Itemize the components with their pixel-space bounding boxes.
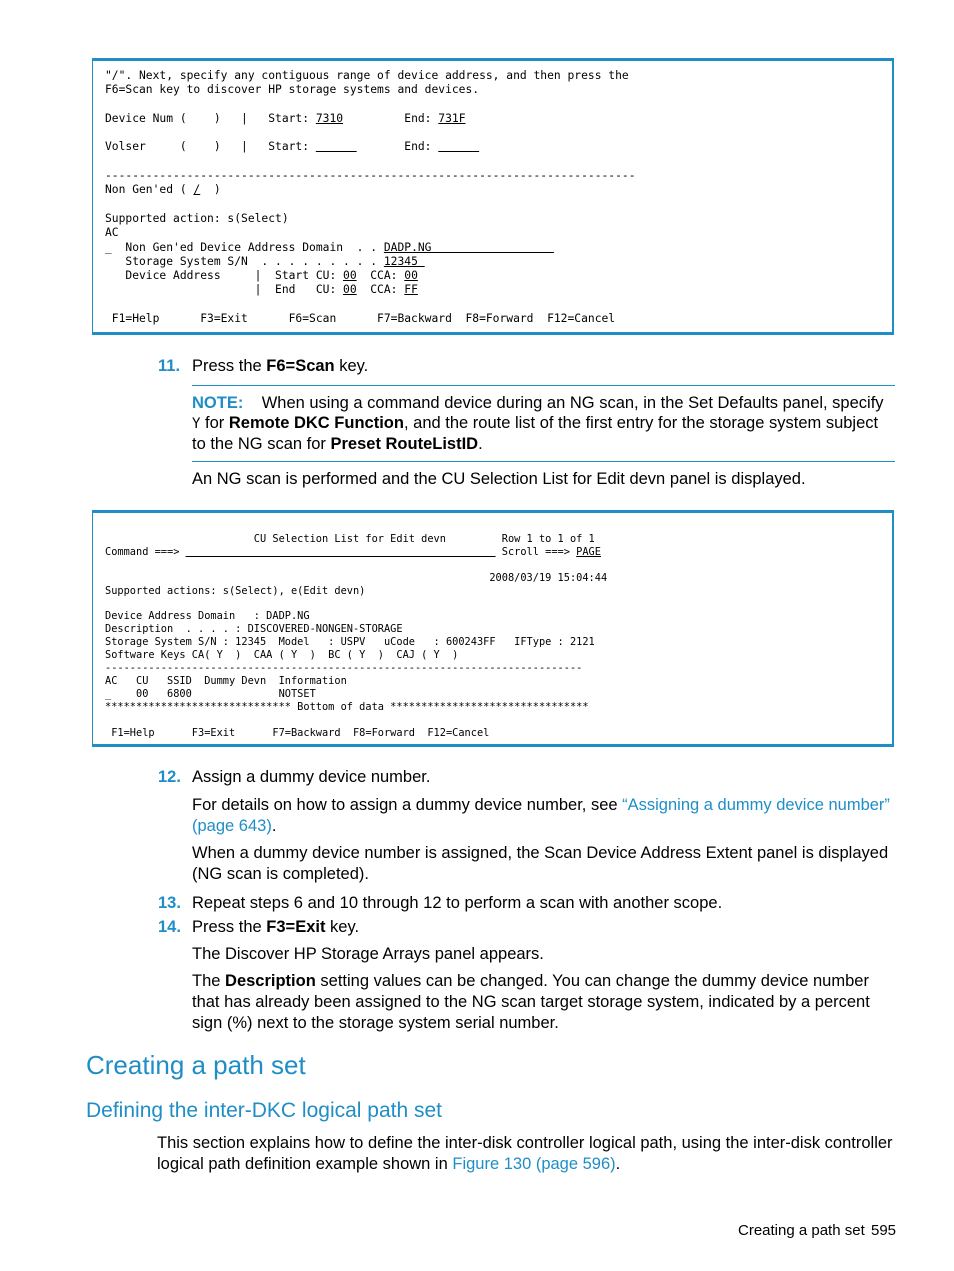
note-label: NOTE:	[192, 394, 244, 412]
end-label: | End CU:	[105, 283, 344, 297]
note-line-2: Y for Remote DKC Function, and the route list of the first entry for the storage system subject	[192, 414, 879, 432]
terminal-screen-discover	[92, 58, 894, 335]
link-assigning-dummy[interactable]: “Assigning a dummy device number”	[622, 796, 890, 814]
domain-field[interactable]: DADP.NG	[383, 240, 554, 254]
command-label: Command ===>	[105, 545, 186, 558]
section-para-2: logical path definition example shown in Figure 130 (page 596).	[157, 1155, 621, 1173]
separator: -----------------------------------------------------------------------------	[105, 662, 583, 675]
function-keys: F1=Help F3=Exit F6=Scan F7=Backward F8=Forward F12=Cancel	[105, 312, 616, 326]
nongen-field[interactable]: /	[193, 183, 201, 197]
table-header: AC CU SSID Dummy Devn Information	[105, 674, 347, 687]
note-bottom-rule	[192, 461, 895, 462]
scroll-field[interactable]: PAGE	[576, 545, 601, 558]
end-cca-field[interactable]: FF	[404, 283, 418, 297]
step-14-para-2b: that has already been assigned to the NG scan target storage system, indicated by a percent	[192, 993, 870, 1011]
description-line: Description . . . . : DISCOVERED-NONGEN-STORAGE	[105, 623, 403, 636]
intro-line-1: "/". Next, specify any contiguous range of device address, and then press the	[105, 69, 629, 82]
step-12-para-2: When a dummy device number is assigned, the Scan Device Address Extent panel is displayed	[192, 844, 889, 862]
step-14-text: Press the F3=Exit key.	[192, 918, 360, 936]
note-line-1: NOTE: When using a command device during an NG scan, in the Set Defaults panel, specify	[192, 394, 884, 412]
bottom-of-data: ****************************** Bottom of data ********************************	[105, 700, 589, 713]
start-cca-field[interactable]: 00	[404, 269, 418, 283]
devnum-label: Device Num ( ) | Start:	[105, 111, 316, 125]
terminal-text	[105, 69, 636, 326]
table-row: 00 6800 NOTSET	[111, 687, 316, 700]
volser-end-label: End:	[404, 140, 439, 154]
step-14-para-2c: sign (%) next to the storage system serial number.	[192, 1014, 559, 1032]
terminal-screen-cu-selection	[92, 510, 894, 747]
subsection-heading: Defining the inter-DKC logical path set	[86, 1099, 443, 1122]
sn-field[interactable]: 12345	[383, 254, 425, 268]
step-12-para-1: For details on how to assign a dummy device number, see “Assigning a dummy device number”	[192, 796, 890, 814]
devnum-end-label: End:	[404, 111, 439, 125]
domain-label: Non Gen'ed Device Address Domain . .	[111, 240, 384, 254]
section-heading: Creating a path set	[86, 1050, 306, 1080]
separator: ------------------------------------------------------------------------------	[105, 169, 636, 183]
screen-title-line: CU Selection List for Edit devn Row 1 to 1 of 1	[105, 533, 595, 545]
end-cu-field[interactable]: 00	[343, 283, 357, 297]
link-page-643[interactable]: (page 643)	[192, 817, 272, 835]
command-input[interactable]	[186, 546, 496, 558]
supported-actions: Supported actions: s(Select), e(Edit devn)	[105, 584, 366, 597]
cca-label: CCA:	[356, 283, 405, 297]
scroll-label: Scroll ===>	[495, 545, 577, 558]
step-12-para-1b: (page 643).	[192, 817, 277, 835]
section-para-1: This section explains how to define the inter-disk controller logical path, using the inter-disk controller	[157, 1134, 893, 1152]
volser-label: Volser ( ) | Start:	[105, 140, 316, 154]
devnum-end-field[interactable]: 731F	[438, 111, 466, 125]
storage-line: Storage System S/N : 12345 Model : USPV uCode : 600243FF IFType : 2121	[105, 636, 595, 649]
step-number: 11.	[158, 357, 181, 375]
key-name: F3=Exit	[266, 918, 326, 936]
supported-action: Supported action: s(Select)	[105, 211, 289, 225]
cca-label: CCA:	[356, 269, 405, 283]
step-number: 12.	[158, 768, 181, 786]
step-14-para-2: The Description setting values can be changed. You can change the dummy device number	[192, 972, 869, 990]
step-11-text: Press the F6=Scan key.	[192, 357, 369, 375]
function-keys: F1=Help F3=Exit F7=Backward F8=Forward F12=Cancel	[105, 726, 490, 739]
nongen-close: )	[200, 183, 221, 197]
devnum-start-field[interactable]: 7310	[315, 111, 344, 125]
step-number: 14.	[158, 918, 181, 936]
step-14-para-1: The Discover HP Storage Arrays panel appears.	[192, 945, 544, 963]
software-keys-line: Software Keys CA( Y ) CAA ( Y ) BC ( Y ) CAJ ( Y )	[105, 649, 459, 662]
datetime: 2008/03/19 15:04:44	[105, 571, 608, 584]
link-figure-130[interactable]: Figure 130 (page 596)	[452, 1155, 616, 1173]
step-number: 13.	[158, 894, 181, 912]
nongen-label: Non Gen'ed (	[105, 183, 194, 197]
after-note-text: An NG scan is performed and the CU Selection List for Edit devn panel is displayed.	[192, 470, 806, 488]
ac-header: AC	[105, 226, 119, 240]
page-number: 595	[871, 1222, 897, 1239]
step-12-para-2b: (NG scan is completed).	[192, 865, 369, 883]
device-address-label: Device Address | Start CU:	[105, 269, 344, 283]
key-name: F6=Scan	[266, 357, 335, 375]
row-select-field[interactable]: _	[105, 687, 112, 700]
volser-end-field[interactable]	[438, 140, 479, 153]
terminal-text	[105, 533, 607, 740]
sn-label: Storage System S/N . . . . . . . . .	[105, 254, 384, 268]
domain-line: Device Address Domain : DADP.NG	[105, 610, 310, 623]
note-top-rule	[192, 385, 895, 386]
note-line-3: to the NG scan for Preset RouteListID.	[192, 435, 483, 453]
start-cu-field[interactable]: 00	[343, 269, 357, 283]
step-12-text: Assign a dummy device number.	[192, 768, 431, 786]
inline-code: Y	[192, 416, 201, 432]
volser-start-field[interactable]	[316, 140, 357, 153]
footer-title: Creating a path set	[738, 1222, 865, 1239]
intro-line-2: F6=Scan key to discover HP storage systems and devices.	[105, 83, 480, 97]
row-select-field[interactable]: _	[105, 240, 112, 254]
step-13-text: Repeat steps 6 and 10 through 12 to perform a scan with another scope.	[192, 894, 723, 912]
